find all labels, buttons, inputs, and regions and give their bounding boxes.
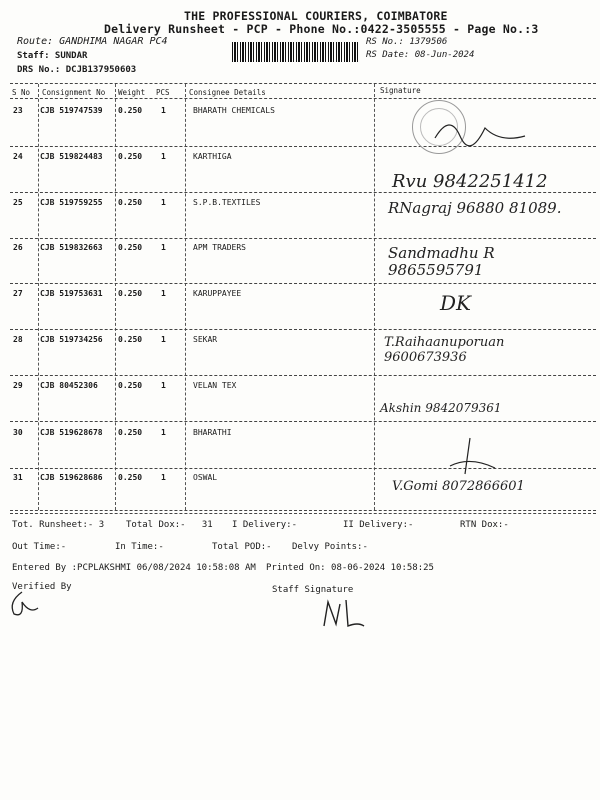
row-weight: 0.250 — [118, 289, 143, 298]
row-consignment-no: CJB 519734256 — [40, 335, 103, 344]
row-consignee: BHARATHI — [193, 428, 232, 437]
col-consignment: Consignment No — [42, 88, 106, 97]
col-consignee: Consignee Details — [189, 88, 266, 97]
row-signature: DK — [440, 291, 471, 315]
row-consignee: OSWAL — [193, 473, 218, 482]
tot-runsheet: Tot. Runsheet:- 3 — [12, 520, 105, 530]
row-weight: 0.250 — [118, 335, 143, 344]
row-weight: 0.250 — [118, 243, 143, 252]
row-consignee: KARTHIGA — [193, 152, 232, 161]
col-weight: Weight — [118, 88, 146, 97]
total-dox: Total Dox:- 31 — [126, 520, 213, 530]
row-consignment-no: CJB 519753631 — [40, 289, 103, 298]
row-consignee: VELAN TEX — [193, 381, 237, 390]
rs-date-label: RS Date: 08-Jun-2024 — [366, 50, 475, 60]
total-pod: Total POD:- — [212, 542, 272, 552]
verified-by: Verified By — [12, 582, 72, 592]
row-consignment-no: CJB 519759255 — [40, 198, 103, 207]
row-pcs: 1 — [161, 289, 166, 298]
row-signature: Akshin 9842079361 — [380, 401, 502, 415]
ii-delivery: II Delivery:- — [343, 520, 414, 530]
entered-by: Entered By :PCPLAKSHMI 06/08/2024 10:58:08 AM — [12, 563, 256, 573]
row-pcs: 1 — [161, 381, 166, 390]
in-time: In Time:- — [115, 542, 164, 552]
row-pcs: 1 — [161, 473, 166, 482]
row-separator — [10, 192, 596, 193]
staff-signature: Staff Signature — [272, 585, 354, 595]
row-separator — [10, 329, 596, 330]
staff-label: Staff: SUNDAR — [17, 51, 88, 61]
runsheet-subtitle: Delivery Runsheet - PCP - Phone No.:0422-3505555 - Page No.:3 — [104, 22, 539, 36]
table-top-rule — [10, 83, 596, 84]
row-sno: 26 — [13, 243, 23, 252]
company-title: THE PROFESSIONAL COURIERS, COIMBATORE — [184, 9, 448, 23]
row-consignee: BHARATH CHEMICALS — [193, 106, 275, 115]
printed-on: Printed On: 08-06-2024 10:58:25 — [266, 563, 434, 573]
verifier-signature — [4, 588, 44, 624]
row-signature: RNagraj 96880 81089. — [388, 199, 562, 217]
out-time: Out Time:- — [12, 542, 67, 552]
drs-label: DRS No.: DCJB137950603 — [17, 65, 137, 75]
barcode — [232, 42, 360, 62]
row-separator — [10, 513, 596, 514]
delvy-points: Delvy Points:- — [292, 542, 368, 552]
row-sno: 27 — [13, 289, 23, 298]
row-consignment-no: CJB 519747539 — [40, 106, 103, 115]
row-weight: 0.250 — [118, 198, 143, 207]
row-weight: 0.250 — [118, 152, 143, 161]
col-divider — [115, 84, 116, 510]
row-separator — [10, 421, 596, 422]
row-consignment-no: CJB 80452306 — [40, 381, 98, 390]
row-pcs: 1 — [161, 243, 166, 252]
table-header-rule — [10, 98, 596, 99]
col-divider — [374, 84, 375, 510]
col-sno: S No — [12, 88, 31, 97]
row-sno: 24 — [13, 152, 23, 161]
signature-scribble — [430, 108, 530, 148]
row-consignment-no: CJB 519628678 — [40, 428, 103, 437]
row-consignment-no: CJB 519824483 — [40, 152, 103, 161]
row-sno: 31 — [13, 473, 23, 482]
row-separator — [10, 238, 596, 239]
row-weight: 0.250 — [118, 473, 143, 482]
row-sno: 25 — [13, 198, 23, 207]
signature-scribble — [440, 436, 500, 476]
route-label: Route: GANDHIMA NAGAR PC4 — [17, 36, 168, 47]
rs-no-label: RS No.: 1379506 — [366, 37, 448, 47]
row-consignment-no: CJB 519628686 — [40, 473, 103, 482]
row-separator — [10, 375, 596, 376]
row-signature: Rvu 9842251412 — [392, 171, 548, 192]
row-consignment-no: CJB 519832663 — [40, 243, 103, 252]
row-weight: 0.250 — [118, 381, 143, 390]
row-weight: 0.250 — [118, 428, 143, 437]
row-sno: 28 — [13, 335, 23, 344]
rtn-dox: RTN Dox:- — [460, 520, 509, 530]
row-signature: V.Gomi 8072866601 — [392, 479, 525, 494]
staff-signature-mark — [318, 596, 368, 630]
row-weight: 0.250 — [118, 106, 143, 115]
row-consignee: SEKAR — [193, 335, 218, 344]
row-sno: 23 — [13, 106, 23, 115]
row-sno: 29 — [13, 381, 23, 390]
col-divider — [38, 84, 39, 510]
row-separator — [10, 283, 596, 284]
row-signature: Sandmadhu R 9865595791 — [388, 244, 495, 280]
row-separator — [10, 468, 596, 469]
col-signature: Signature — [380, 86, 421, 95]
col-divider — [185, 84, 186, 510]
row-pcs: 1 — [161, 198, 166, 207]
row-pcs: 1 — [161, 428, 166, 437]
footer-rule — [10, 510, 596, 511]
i-delivery: I Delivery:- — [232, 520, 298, 530]
row-consignee: KARUPPAYEE — [193, 289, 242, 298]
row-pcs: 1 — [161, 152, 166, 161]
row-pcs: 1 — [161, 106, 166, 115]
row-consignee: APM TRADERS — [193, 243, 246, 252]
col-pcs: PCS — [156, 88, 170, 97]
row-pcs: 1 — [161, 335, 166, 344]
row-consignee: S.P.B.TEXTILES — [193, 198, 261, 207]
row-signature: T.Raihaanuporuan 9600673936 — [384, 335, 505, 365]
row-sno: 30 — [13, 428, 23, 437]
